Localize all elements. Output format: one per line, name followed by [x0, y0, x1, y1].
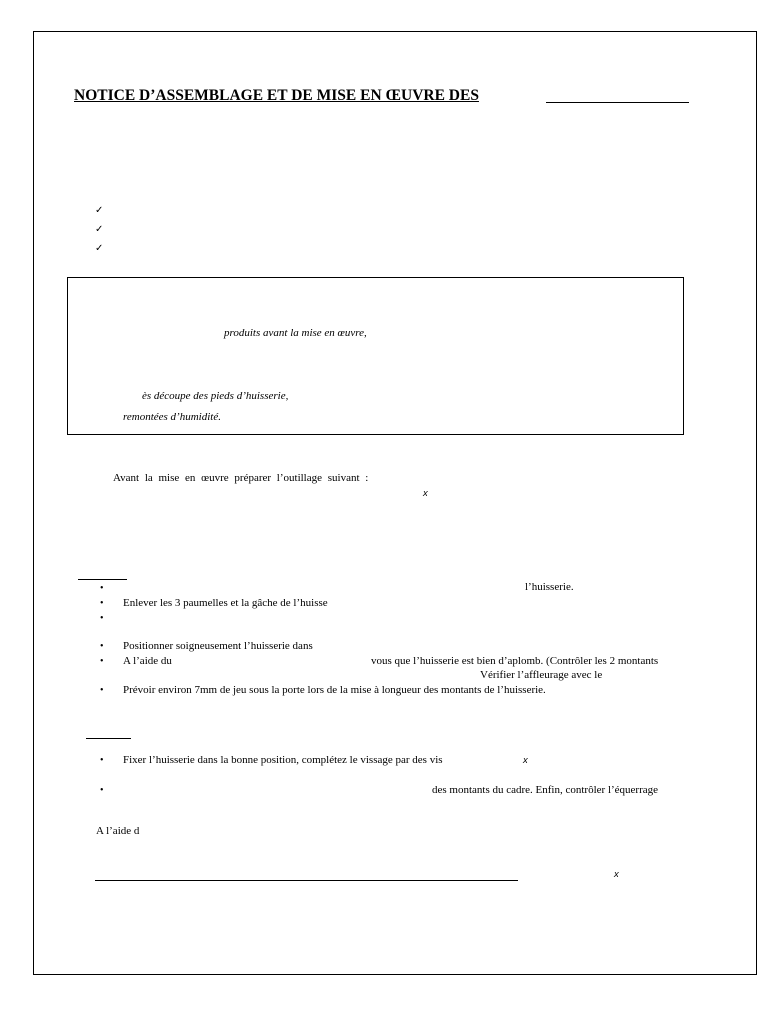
section-2-heading-rule — [86, 738, 131, 739]
bullet-icon: • — [100, 583, 104, 594]
section-1-item-4: Positionner soigneusement l’huisserie dans — [123, 640, 313, 652]
notice-line-3: remontées d’humidité. — [123, 411, 221, 423]
bullet-icon: • — [100, 613, 104, 624]
checkmark-icon: ✓ — [95, 243, 104, 254]
bullet-icon: • — [100, 755, 104, 766]
tools-x-marker: x — [423, 488, 428, 499]
bullet-icon: • — [100, 641, 104, 652]
title-underline — [546, 102, 689, 103]
section-1-item-1: l’huisserie. — [525, 581, 574, 593]
section-1-item-5-line-2: Vérifier l’affleurage avec le — [480, 669, 603, 681]
section-1-item-5-right: vous que l’huisserie est bien d’aplomb. (Contrôler les 2 montants — [371, 655, 659, 667]
document-page — [33, 31, 757, 975]
bullet-icon: • — [100, 656, 104, 667]
notice-line-1: produits avant la mise en œuvre, — [224, 327, 367, 339]
bullet-icon: • — [100, 685, 104, 696]
bullet-icon: • — [100, 598, 104, 609]
section-2-item-1: Fixer l’huisserie dans la bonne position, complétez le vissage par des vis — [123, 754, 443, 766]
section-2-item-2: des montants du cadre. Enfin, contrôler l’équerrage — [432, 784, 659, 796]
section-1-item-5-left: A l’aide du — [123, 655, 172, 667]
final-paragraph: A l’aide d — [96, 825, 140, 837]
final-x-marker: x — [614, 869, 619, 880]
section-1-item-6: Prévoir environ 7mm de jeu sous la porte lors de la mise à longueur des montants de l’huisserie. — [123, 684, 546, 696]
bullet-icon: • — [100, 785, 104, 796]
notice-line-2: ès découpe des pieds d’huisserie, — [142, 390, 289, 402]
section-1-item-2: Enlever les 3 paumelles et la gâche de l’huisse — [123, 597, 328, 609]
tools-intro: Avant la mise en œuvre préparer l’outillage suivant : — [113, 472, 369, 484]
document-title: NOTICE D’ASSEMBLAGE ET DE MISE EN ŒUVRE DES — [74, 87, 479, 104]
signature-line — [95, 880, 518, 881]
checkmark-icon: ✓ — [95, 224, 104, 235]
section-2-x-marker: x — [523, 755, 528, 766]
checkmark-icon: ✓ — [95, 205, 104, 216]
section-1-heading-rule — [78, 579, 127, 580]
